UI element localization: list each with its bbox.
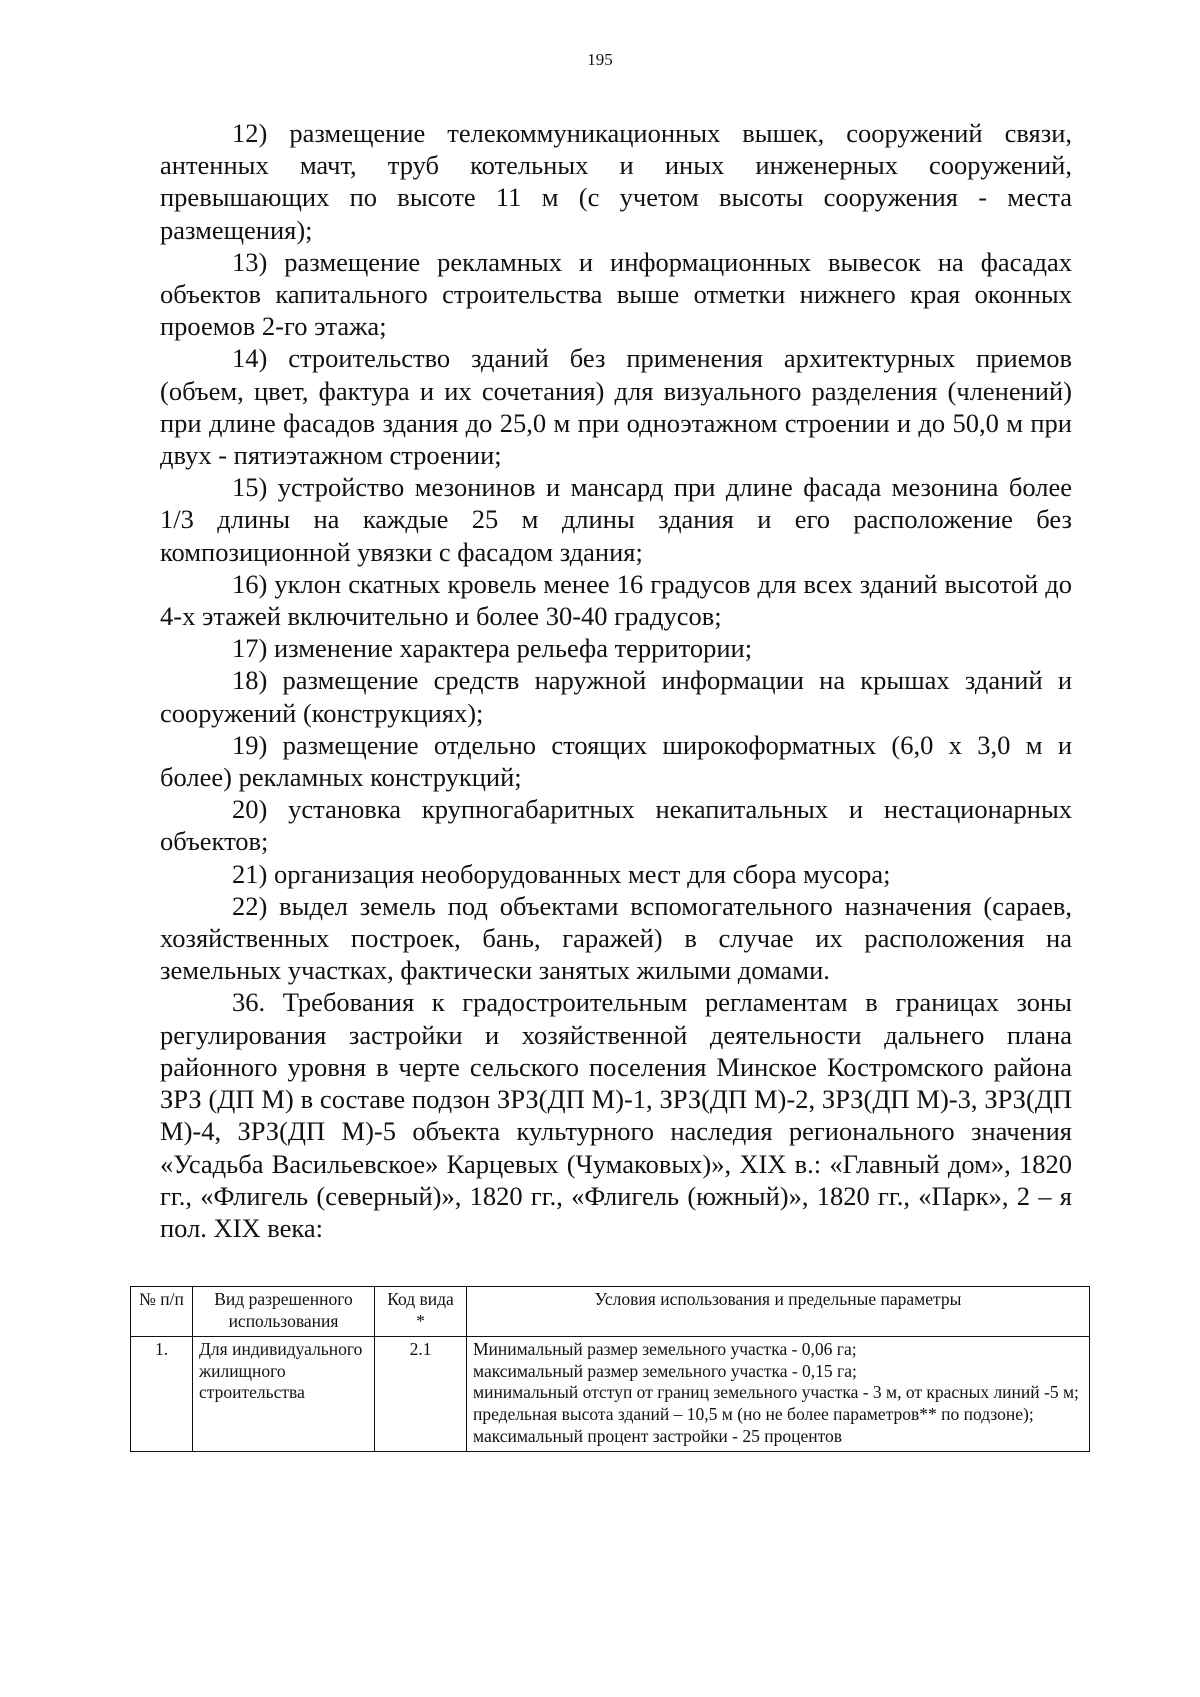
table-header-row (131, 1287, 1090, 1337)
paragraph-item-21: 21) организация необорудованных мест для сбора мусора; (232, 858, 891, 889)
paragraph-section-36: 36. Требования к градостроительным регламентам в границах зоны регулирования застройки и хозяйственной деятельности дальнего плана районного уровня в черте сельского поселения Минское Костромского района ЗРЗ (ДП М) в составе подзон ЗРЗ(ДП М)-1, ЗРЗ(ДП М)-2, ЗРЗ(ДП М)-3, ЗРЗ(ДП М)-4, ЗРЗ(ДП М)-5 объекта культурного наследия регионального значения «Усадьба Васильевское» Карцевых (Чумаковых)», XIX в.: «Главный дом», 1820 гг., «Флигель (северный)», 1820 гг., «Флигель (южный)», 1820 гг., «Парк», 2 – я пол. XIX века: (160, 987, 1072, 1243)
condition-min-plot-size: Минимальный размер земельного участка - 0,06 га; (473, 1339, 857, 1360)
regulations-table (130, 1286, 1090, 1452)
paragraph-item-17: 17) изменение характера рельефа территории; (232, 633, 753, 664)
table-row (131, 1337, 1090, 1452)
header-conditions: Условия использования и предельные параметры (467, 1287, 1090, 1337)
document-body (160, 117, 1072, 1244)
paragraph-item-12: 12) размещение телекоммуникационных вышек, сооружений связи, антенных мачт, труб котельных и иных инженерных сооружений, превышающих по высоте 11 м (с учетом высоты сооружения - места размещения); (160, 118, 1072, 245)
header-number: № п/п (131, 1287, 193, 1337)
paragraph-item-22: 22) выдел земель под объектами вспомогательного назначения (сараев, хозяйственных построек, бань, гаражей) в случае их расположения на земельных участках, фактически занятых жилыми домами. (160, 890, 1072, 986)
header-code: Код вида * (375, 1287, 467, 1337)
condition-max-height: предельная высота зданий – 10,5 м (но не более параметров** по подзоне); (473, 1403, 1034, 1424)
condition-max-plot-size: максимальный размер земельного участка - 0,15 га; (473, 1360, 857, 1381)
row-conditions (467, 1337, 1090, 1452)
row-number: 1. (131, 1337, 193, 1452)
paragraph-item-20: 20) установка крупногабаритных некапитальных и нестационарных объектов; (160, 794, 1072, 857)
paragraph-item-19: 19) размещение отдельно стоящих широкоформатных (6,0 х 3,0 м и более) рекламных конструкций; (160, 729, 1072, 793)
row-code: 2.1 (375, 1337, 467, 1452)
page-number: 195 (587, 50, 613, 69)
row-use-type: Для индивидуального жилищного строительства (193, 1337, 375, 1452)
paragraph-item-18: 18) размещение средств наружной информации на крышах зданий и сооружений (конструкциях); (160, 665, 1072, 728)
paragraph-item-15: 15) устройство мезонинов и мансард при длине фасада мезонина более 1/3 длины на каждые 25 м длины здания и его расположение без композиционной увязки с фасадом здания; (160, 472, 1072, 567)
condition-min-setback: минимальный отступ от границ земельного участка - 3 м, от красных линий -5 м; (473, 1382, 1079, 1403)
condition-max-coverage: максимальный процент застройки - 25 процентов (473, 1425, 843, 1446)
paragraph-item-16: 16) уклон скатных кровель менее 16 градусов для всех зданий высотой до 4-х этажей включительно и более 30-40 градусов; (160, 568, 1072, 632)
paragraph-item-14: 14) строительство зданий без применения архитектурных приемов (объем, цвет, фактура и их сочетания) для визуального разделения (членений) при длине фасадов здания до 25,0 м при одноэтажном строении и до 50,0 м при двух - пятиэтажном строении; (160, 343, 1072, 471)
paragraph-item-13: 13) размещение рекламных и информационных вывесок на фасадах объектов капитального строительства выше отметки нижнего края оконных проемов 2-го этажа; (160, 246, 1072, 342)
header-use-type: Вид разрешенного использования (193, 1287, 375, 1337)
